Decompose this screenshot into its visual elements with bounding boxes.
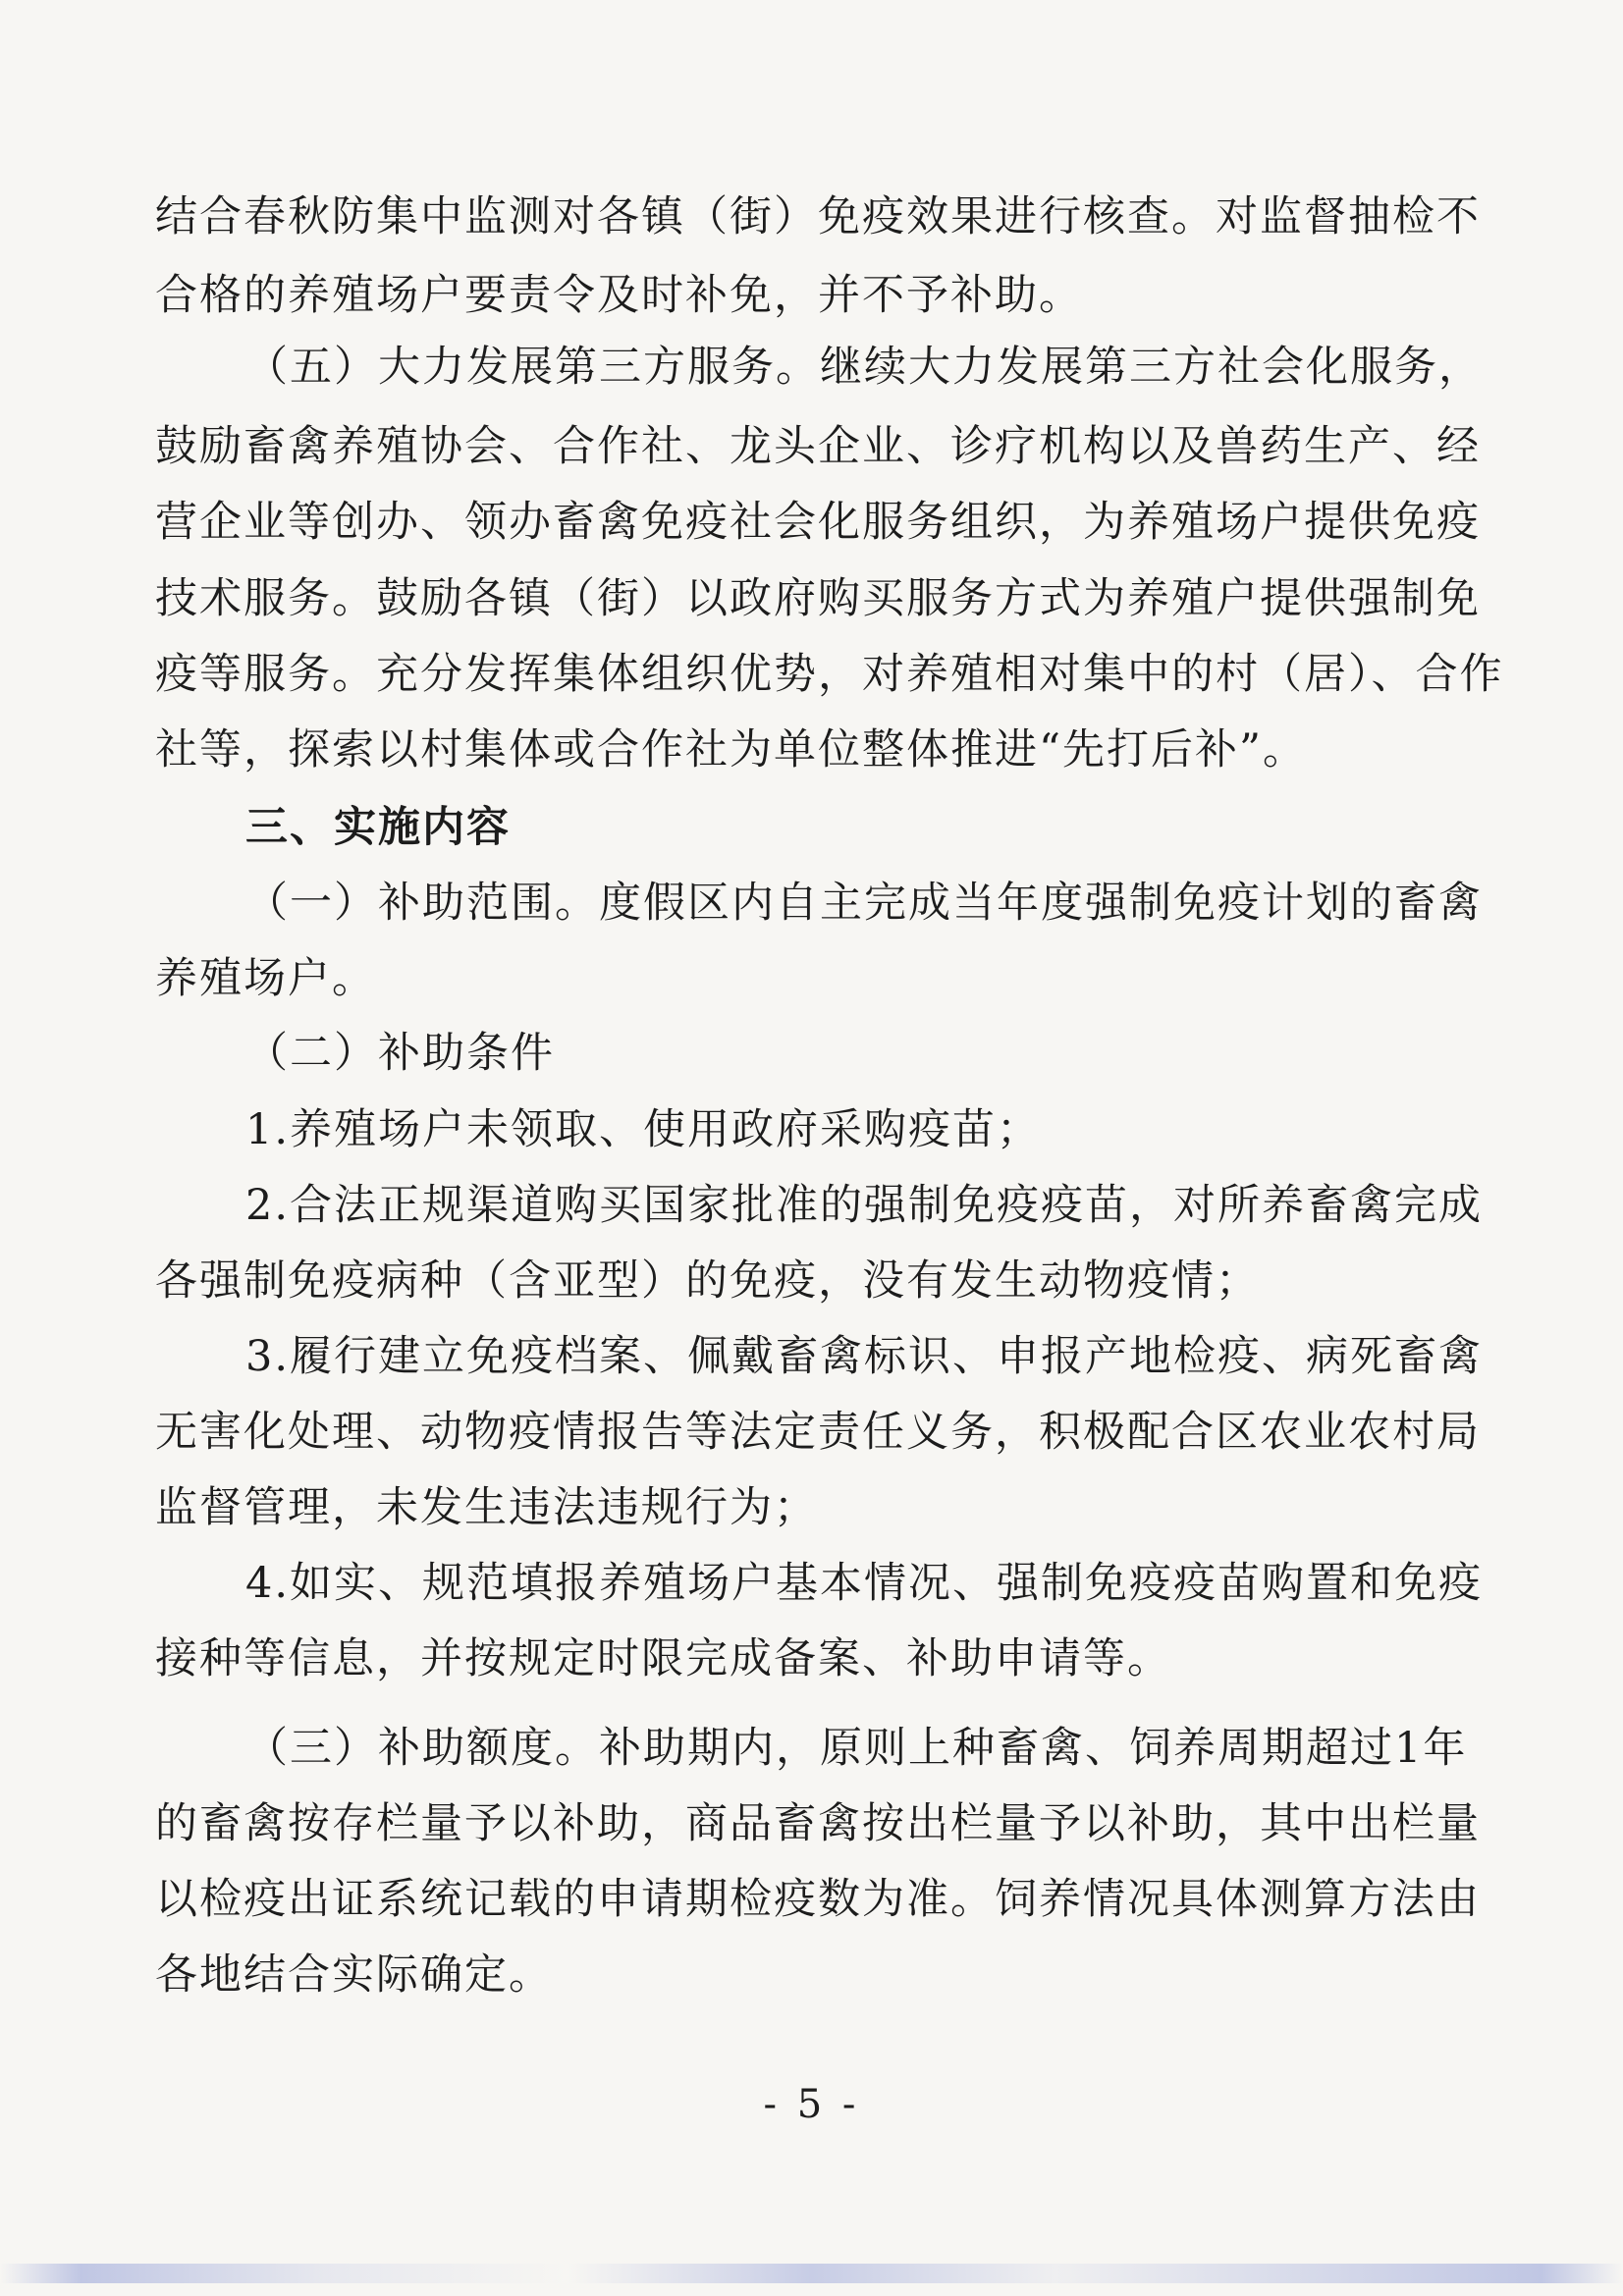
- body-text-line: 各强制免疫病种（含亚型）的免疫，没有发生动物疫情；: [155, 1256, 1260, 1306]
- body-text-line: 合格的养殖场户要责令及时补免，并不予补助。: [155, 271, 1083, 320]
- scan-edge-decoration: [0, 2264, 1623, 2283]
- body-text-line: 社等，探索以村集体或合作社为单位整体推进“先打后补”。: [155, 725, 1307, 774]
- body-text-line: 鼓励畜禽养殖协会、合作社、龙头企业、诊疗机构以及兽药生产、经: [155, 422, 1481, 471]
- body-text-line: 养殖场户。: [155, 954, 376, 1003]
- list-item: 2.合法正规渠道购买国家批准的强制免疫疫苗，对所养畜禽完成: [245, 1181, 1484, 1230]
- body-text-line: 无害化处理、动物疫情报告等法定责任义务，积极配合区农业农村局: [155, 1408, 1481, 1457]
- subsection-heading: （二）补助条件: [245, 1029, 555, 1078]
- body-text-line: 的畜禽按存栏量予以补助，商品畜禽按出栏量予以补助，其中出栏量: [155, 1799, 1481, 1848]
- body-text-line: 结合春秋防集中监测对各镇（街）免疫效果进行核查。对监督抽检不: [155, 192, 1481, 241]
- body-text-line: 接种等信息，并按规定时限完成备案、补助申请等。: [155, 1634, 1171, 1683]
- page-number: - 5 -: [763, 2082, 860, 2127]
- body-text-line: 各地结合实际确定。: [155, 1950, 553, 2000]
- section-paragraph-start: （三）补助额度。补助期内，原则上种畜禽、饲养周期超过1年: [245, 1724, 1468, 1773]
- list-item: 4.如实、规范填报养殖场户基本情况、强制免疫疫苗购置和免疫: [245, 1559, 1484, 1608]
- list-item: 3.履行建立免疫档案、佩戴畜禽标识、申报产地检疫、病死畜禽: [245, 1332, 1484, 1381]
- body-text-line: 监督管理，未发生违法违规行为；: [155, 1483, 818, 1532]
- body-text-line: 以检疫出证系统记载的申请期检疫数为准。饲养情况具体测算方法由: [155, 1875, 1481, 1924]
- body-text-line: 疫等服务。充分发挥集体组织优势，对养殖相对集中的村（居）、合作: [155, 650, 1504, 699]
- list-item: 1.养殖场户未领取、使用政府采购疫苗；: [245, 1105, 1042, 1154]
- section-paragraph-start: （五）大力发展第三方服务。继续大力发展第三方社会化服务，: [245, 343, 1483, 392]
- body-text-line: 技术服务。鼓励各镇（街）以政府购买服务方式为养殖户提供强制免: [155, 574, 1481, 623]
- body-text-line: 营企业等创办、领办畜禽免疫社会化服务组织，为养殖场户提供免疫: [155, 498, 1481, 547]
- section-heading: 三、实施内容: [245, 803, 511, 852]
- section-paragraph-start: （一）补助范围。度假区内自主完成当年度强制免疫计划的畜禽: [245, 879, 1483, 928]
